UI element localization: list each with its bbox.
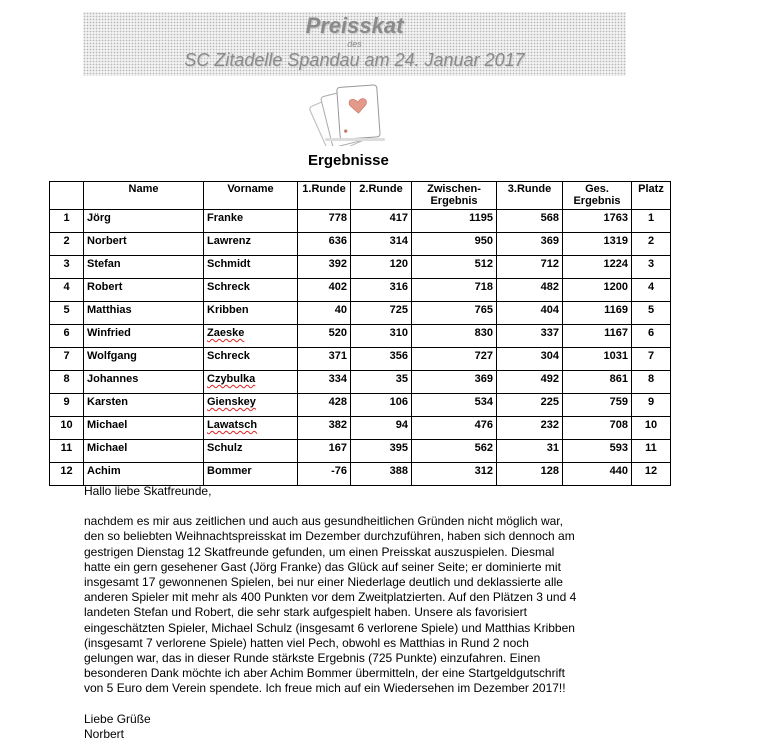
runde2-cell	[351, 371, 412, 394]
rank-cell	[50, 256, 84, 279]
column-header-part: Ergebnis	[430, 195, 478, 207]
letter-line: von 5 Euro dem Verein spendete. Ich freue mich auf ein Wiedersehen im Dezember 2017!!	[84, 681, 566, 696]
platz-cell	[632, 417, 671, 440]
cell-text: 12	[644, 465, 658, 477]
name-cell	[84, 302, 204, 325]
rank-cell	[50, 394, 84, 417]
cell-text: 8	[647, 373, 655, 385]
cell-text: 4	[63, 281, 70, 293]
platz-cell	[632, 210, 671, 233]
cell-text: 2	[647, 235, 655, 247]
table-row	[50, 210, 671, 233]
cell-text: 6	[647, 327, 655, 339]
zwischen-cell	[412, 210, 497, 233]
cell-text: 492	[540, 373, 559, 385]
platz-cell	[632, 440, 671, 463]
gesamt-cell	[563, 417, 632, 440]
letter-line: nachdem es mir aus zeitlichen und auch aus gesundheitlichen Gründen nicht möglich war,	[84, 514, 563, 529]
gesamt-cell	[563, 371, 632, 394]
runde2-cell	[351, 417, 412, 440]
runde3-cell	[497, 210, 563, 233]
rank-cell	[50, 233, 84, 256]
gesamt-cell	[563, 233, 632, 256]
section-heading: Ergebnisse	[308, 152, 389, 169]
platz-cell	[632, 348, 671, 371]
letter-line: besonderen Dank möchte ich aber Achim Bommer übermitteln, der eine Startgeldgutschrift	[84, 666, 565, 681]
table-row	[50, 440, 671, 463]
zwischen-cell	[412, 256, 497, 279]
cell-text: 1195	[469, 212, 493, 224]
cell-text: 712	[540, 258, 559, 270]
cell-text: 392	[328, 258, 347, 270]
vorname-cell	[204, 233, 298, 256]
runde2-cell	[351, 440, 412, 463]
cell-text: 593	[609, 442, 628, 454]
platz-cell	[632, 463, 671, 486]
vorname-cell	[204, 210, 298, 233]
cell-text: Norbert	[87, 235, 127, 247]
column-header: 3.Runde	[497, 182, 563, 210]
cell-text: 369	[474, 373, 493, 385]
playing-cards-icon	[305, 80, 400, 146]
runde1-cell	[298, 348, 351, 371]
zwischen-cell	[412, 348, 497, 371]
cell-text: Franke	[207, 212, 244, 224]
runde3-cell	[497, 417, 563, 440]
rank-cell	[50, 440, 84, 463]
cell-text: 2	[63, 235, 70, 247]
rank-cell	[50, 348, 84, 371]
vorname-cell	[204, 302, 298, 325]
gesamt-cell	[563, 325, 632, 348]
cell-text: 314	[389, 235, 408, 247]
zwischen-cell	[412, 279, 497, 302]
cell-text: 369	[540, 235, 559, 247]
letter-line: gestrigen Dienstag 12 Skatfreunde gefunden, um einen Preisskat auszuspielen. Diesmal	[84, 544, 555, 559]
runde2-cell	[351, 325, 412, 348]
vorname-cell	[204, 371, 298, 394]
runde1-cell	[298, 325, 351, 348]
cell-text: Schreck	[207, 350, 250, 362]
letter-line: landeten Stefan und Robert, die sehr stark aufgespielt haben. Unsere als favorisiert	[84, 605, 527, 620]
letter	[84, 484, 624, 742]
letter-body	[84, 514, 624, 696]
table-row	[50, 348, 671, 371]
table-row	[50, 302, 671, 325]
letter-line: eingeschätzten Spieler, Michael Schulz (insgesamt 6 verlorene Spiele) und Matthias Kribben	[84, 620, 575, 635]
cell-text: 759	[609, 396, 628, 408]
cell-text: 7	[63, 350, 70, 362]
name-cell	[84, 325, 204, 348]
closing: Liebe Grüße	[84, 711, 151, 726]
name-cell	[84, 256, 204, 279]
gesamt-cell	[563, 210, 632, 233]
cell-text: 388	[389, 465, 408, 477]
cell-text: Lawatsch	[207, 419, 258, 431]
cell-text: 417	[389, 212, 408, 224]
cell-text: Schulz	[207, 442, 243, 454]
table-row	[50, 371, 671, 394]
gesamt-cell	[563, 394, 632, 417]
runde3-cell	[497, 233, 563, 256]
table-row	[50, 325, 671, 348]
column-header: 1.Runde	[298, 182, 351, 210]
cell-text: 708	[609, 419, 628, 431]
cell-text: 356	[389, 350, 408, 362]
cell-text: -76	[331, 465, 347, 477]
cell-text: 9	[63, 396, 70, 408]
cell-text: Michael	[87, 442, 128, 454]
cell-text: 440	[609, 465, 628, 477]
gesamt-cell	[563, 302, 632, 325]
cell-text: 1	[63, 212, 70, 224]
cell-text: 1167	[604, 327, 628, 339]
cell-text: 106	[389, 396, 408, 408]
table-row	[50, 279, 671, 302]
gesamt-cell	[563, 279, 632, 302]
runde2-cell	[351, 463, 412, 486]
cell-text: Achim	[87, 465, 121, 477]
cell-text: 8	[63, 373, 70, 385]
cell-text: 128	[540, 465, 559, 477]
header-banner	[83, 12, 626, 76]
cell-text: 562	[474, 442, 493, 454]
vorname-cell	[204, 325, 298, 348]
greeting: Hallo liebe Skatfreunde,	[84, 484, 212, 498]
page-title: Preisskat	[305, 13, 404, 38]
cell-text: 40	[334, 304, 347, 316]
cell-text: 395	[389, 442, 408, 454]
vorname-cell	[204, 348, 298, 371]
cell-text: 512	[474, 258, 493, 270]
cell-text: 1200	[603, 281, 628, 293]
cell-text: 382	[328, 419, 347, 431]
cell-text: 225	[540, 396, 559, 408]
cell-text: 310	[389, 327, 408, 339]
platz-cell	[632, 394, 671, 417]
cell-text: 636	[328, 235, 347, 247]
name-cell	[84, 440, 204, 463]
column-header	[563, 182, 632, 210]
column-header-part: Zwischen-	[427, 183, 481, 195]
cell-text: Stefan	[87, 258, 121, 270]
cell-text: 476	[474, 419, 493, 431]
platz-cell	[632, 371, 671, 394]
cell-text: 568	[540, 212, 559, 224]
letter-line: gelungen war, das in dieser Runde stärkste Ergebnis (725 Punkte) einzufahren. Einen	[84, 651, 541, 666]
cell-text: 7	[647, 350, 655, 362]
table-row	[50, 417, 671, 440]
results-table	[49, 181, 671, 486]
table-row	[50, 394, 671, 417]
column-header: Vorname	[204, 182, 298, 210]
cell-text: 94	[395, 419, 408, 431]
runde2-cell	[351, 279, 412, 302]
cell-text: 12	[60, 465, 73, 477]
vorname-cell	[204, 394, 298, 417]
zwischen-cell	[412, 371, 497, 394]
signature: Norbert	[84, 726, 125, 741]
rank-cell	[50, 279, 84, 302]
name-cell	[84, 371, 204, 394]
cell-text: 4	[647, 281, 655, 293]
cell-text: 5	[63, 304, 70, 316]
runde2-cell	[351, 394, 412, 417]
zwischen-cell	[412, 440, 497, 463]
runde1-cell	[298, 256, 351, 279]
cell-text: Jörg	[87, 212, 111, 224]
cell-text: Wolfgang	[87, 350, 137, 362]
cell-text: 334	[328, 373, 347, 385]
runde1-cell	[298, 463, 351, 486]
letter-line: hatte ein gern gesehener Gast (Jörg Franke) das Glück auf seiner Seite; er dominierte mit	[84, 559, 561, 574]
cell-text: Bommer	[207, 465, 252, 477]
gesamt-cell	[563, 463, 632, 486]
name-cell	[84, 417, 204, 440]
runde1-cell	[298, 302, 351, 325]
cell-text: 11	[60, 442, 73, 454]
column-header	[412, 182, 497, 210]
table-row	[50, 256, 671, 279]
column-header-part: Ges.	[585, 183, 609, 195]
cell-text: 727	[474, 350, 493, 362]
cell-text: 337	[540, 327, 559, 339]
runde2-cell	[351, 256, 412, 279]
platz-cell	[632, 279, 671, 302]
gesamt-cell	[563, 440, 632, 463]
cell-text: 765	[474, 304, 493, 316]
cell-text: 482	[540, 281, 559, 293]
cell-text: 778	[328, 212, 347, 224]
cell-text: 232	[540, 419, 559, 431]
cell-text: 316	[389, 281, 408, 293]
runde2-cell	[351, 348, 412, 371]
runde3-cell	[497, 256, 563, 279]
cell-text: 725	[389, 304, 408, 316]
cell-text: 428	[328, 396, 347, 408]
cell-text: 1319	[603, 235, 628, 247]
platz-cell	[632, 233, 671, 256]
cell-text: Lawrenz	[207, 235, 252, 247]
cell-text: 1169	[604, 304, 628, 316]
cell-text: 3	[63, 258, 70, 270]
cell-text: 830	[474, 327, 493, 339]
cell-text: 402	[328, 281, 347, 293]
cell-text: Schreck	[207, 281, 250, 293]
cell-text: Johannes	[87, 373, 139, 385]
column-header: 2.Runde	[351, 182, 412, 210]
name-cell	[84, 233, 204, 256]
zwischen-cell	[412, 463, 497, 486]
letter-line: anderen Spieler mit mehr als 400 Punkten vor dem Zweitplatzierten. Auf den Plätzen 3 und 4	[84, 590, 577, 605]
cell-text: 10	[60, 419, 73, 431]
cell-text: 6	[63, 327, 70, 339]
cell-text: 718	[474, 281, 493, 293]
runde2-cell	[351, 210, 412, 233]
rank-cell	[50, 371, 84, 394]
column-header: Platz	[632, 182, 671, 210]
name-cell	[84, 463, 204, 486]
cell-text: 861	[609, 373, 628, 385]
runde3-cell	[497, 325, 563, 348]
vorname-cell	[204, 279, 298, 302]
name-cell	[84, 348, 204, 371]
cell-text: 520	[328, 327, 347, 339]
zwischen-cell	[412, 417, 497, 440]
cell-text: 1031	[603, 350, 628, 362]
cell-text: 3	[647, 258, 655, 270]
zwischen-cell	[412, 302, 497, 325]
rank-cell	[50, 325, 84, 348]
runde1-cell	[298, 279, 351, 302]
cell-text: 404	[540, 304, 559, 316]
runde3-cell	[497, 279, 563, 302]
platz-cell	[632, 302, 671, 325]
cell-text: Kribben	[207, 304, 249, 316]
club-line: SC Zitadelle Spandau am 24. Januar 2017	[184, 50, 525, 70]
table-header-row	[50, 182, 671, 210]
cell-text: 312	[474, 465, 493, 477]
cell-text: 10	[644, 419, 658, 431]
runde1-cell	[298, 233, 351, 256]
rank-cell	[50, 417, 84, 440]
runde3-cell	[497, 440, 563, 463]
runde3-cell	[497, 302, 563, 325]
cell-text: Czybulka	[207, 373, 256, 385]
cell-text: 120	[389, 258, 408, 270]
zwischen-cell	[412, 394, 497, 417]
cell-text: 1763	[603, 212, 628, 224]
gesamt-cell	[563, 256, 632, 279]
cell-text: Karsten	[87, 396, 128, 408]
vorname-cell	[204, 256, 298, 279]
cell-text: Winfried	[87, 327, 131, 339]
cell-text: 167	[328, 442, 347, 454]
letter-line: den so beliebten Weihnachtspreisskat im Dezember durchzuführen, haben sich dennoch am	[84, 529, 575, 544]
cell-text: 31	[546, 442, 559, 454]
zwischen-cell	[412, 233, 497, 256]
zwischen-cell	[412, 325, 497, 348]
vorname-cell	[204, 463, 298, 486]
cell-text: 950	[474, 235, 493, 247]
runde1-cell	[298, 440, 351, 463]
letter-line: (insgesamt 7 verlorene Spiele) hatten viel Pech, obwohl es Matthias in Rund 2 noch	[84, 635, 529, 650]
table-row	[50, 233, 671, 256]
cell-text: 534	[474, 396, 493, 408]
column-header: Name	[84, 182, 204, 210]
cell-text: Robert	[87, 281, 123, 293]
cell-text: Zaeske	[207, 327, 245, 339]
cell-text: 371	[328, 350, 347, 362]
runde3-cell	[497, 371, 563, 394]
runde2-cell	[351, 233, 412, 256]
platz-cell	[632, 325, 671, 348]
runde1-cell	[298, 394, 351, 417]
platz-cell	[632, 256, 671, 279]
name-cell	[84, 210, 204, 233]
runde1-cell	[298, 210, 351, 233]
results-body	[50, 210, 671, 486]
runde3-cell	[497, 394, 563, 417]
column-header	[50, 182, 84, 210]
name-cell	[84, 279, 204, 302]
cell-text: 35	[395, 373, 408, 385]
name-cell	[84, 394, 204, 417]
cell-text: 11	[645, 442, 657, 454]
subtitle: des	[347, 39, 362, 49]
runde1-cell	[298, 371, 351, 394]
cell-text: 1	[647, 212, 655, 224]
table-row	[50, 463, 671, 486]
cell-text: 5	[647, 304, 655, 316]
cell-text: 304	[540, 350, 559, 362]
rank-cell	[50, 210, 84, 233]
runde3-cell	[497, 463, 563, 486]
cell-text: Gienskey	[207, 396, 256, 408]
cell-text: Matthias	[87, 304, 132, 316]
runde3-cell	[497, 348, 563, 371]
gesamt-cell	[563, 348, 632, 371]
cell-text: Schmidt	[207, 258, 251, 270]
runde1-cell	[298, 417, 351, 440]
vorname-cell	[204, 440, 298, 463]
column-header-part: Ergebnis	[573, 195, 621, 207]
cell-text: 1224	[603, 258, 628, 270]
rank-cell	[50, 463, 84, 486]
rank-cell	[50, 302, 84, 325]
cell-text: Michael	[87, 419, 128, 431]
vorname-cell	[204, 417, 298, 440]
cell-text: 9	[647, 396, 655, 408]
letter-line: insgesamt 17 gewonnenen Spielen, bei nur einer Niederlage deutlich und deklassierte alle	[84, 575, 563, 590]
runde2-cell	[351, 302, 412, 325]
